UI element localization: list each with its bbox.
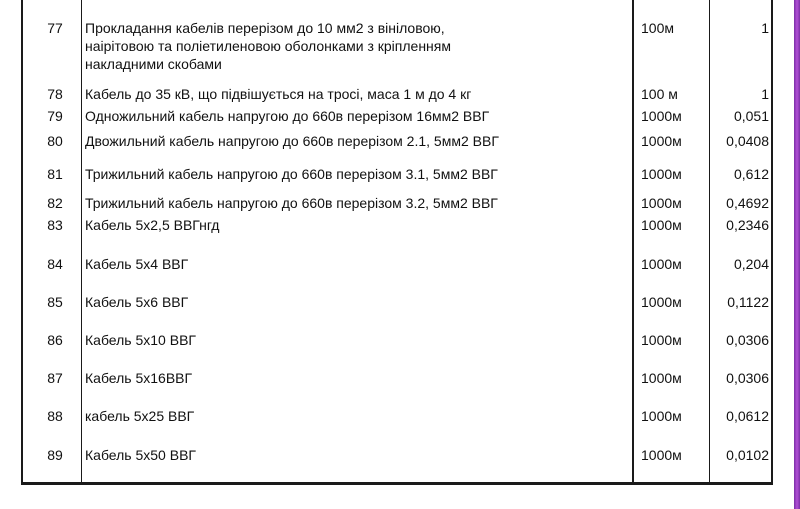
row-quantity: 0,0102	[726, 447, 769, 463]
row-quantity: 1	[761, 86, 769, 102]
row-unit: 1000м	[641, 332, 682, 348]
row-description: Кабель 5х2,5 ВВГнгд	[85, 217, 220, 233]
row-description: Кабель до 35 кВ, що підвішується на тросі, маса 1 м до 4 кг	[85, 86, 472, 102]
row-description: Одножильний кабель напругою до 660в перерізом 16мм2 ВВГ	[85, 108, 490, 124]
row-quantity: 0,0408	[726, 133, 769, 149]
column-divider-number	[81, 0, 82, 482]
row-description: Кабель 5х4 ВВГ	[85, 256, 189, 272]
row-unit: 1000м	[641, 256, 682, 272]
row-description: Кабель 5х10 ВВГ	[85, 332, 196, 348]
row-unit: 1000м	[641, 195, 682, 211]
row-description: кабель 5х25 ВВГ	[85, 408, 195, 424]
row-unit: 1000м	[641, 408, 682, 424]
row-quantity: 0,204	[733, 256, 769, 272]
row-number: 77	[47, 20, 63, 36]
row-unit: 1000м	[641, 133, 682, 149]
row-description: Трижильний кабель напругою до 660в перерізом 3.1, 5мм2 ВВГ	[85, 166, 498, 182]
row-number: 83	[47, 217, 63, 233]
row-quantity: 1	[761, 20, 769, 36]
row-description	[85, 19, 630, 73]
row-unit: 1000м	[641, 370, 682, 386]
row-quantity: 0,0306	[726, 370, 769, 386]
row-quantity: 0,612	[733, 166, 769, 182]
row-description: Кабель 5х50 ВВГ	[85, 447, 196, 463]
row-unit: 100 м	[641, 86, 678, 102]
description-line: накладними скобами	[85, 56, 222, 72]
row-number: 81	[47, 166, 63, 182]
row-number: 86	[47, 332, 63, 348]
row-number: 79	[47, 108, 63, 124]
row-quantity: 0,0612	[726, 408, 769, 424]
column-divider-description	[632, 0, 634, 482]
row-number: 84	[47, 256, 63, 272]
row-unit: 1000м	[641, 447, 682, 463]
row-number: 87	[47, 370, 63, 386]
row-quantity: 0,2346	[726, 217, 769, 233]
row-quantity: 0,4692	[726, 195, 769, 211]
description-line: Прокладання кабелів перерізом до 10 мм2 з вініловою,	[85, 20, 445, 36]
row-number: 89	[47, 447, 63, 463]
row-unit: 100м	[641, 20, 674, 36]
row-unit: 1000м	[641, 217, 682, 233]
row-description: Трижильний кабель напругою до 660в перерізом 3.2, 5мм2 ВВГ	[85, 195, 498, 211]
row-number: 82	[47, 195, 63, 211]
row-unit: 1000м	[641, 108, 682, 124]
row-unit: 1000м	[641, 166, 682, 182]
description-line: наірітовою та поліетиленовою оболонками з кріпленням	[85, 38, 451, 54]
row-description: Кабель 5х6 ВВГ	[85, 294, 189, 310]
row-description: Кабель 5х16ВВГ	[85, 370, 193, 386]
row-number: 88	[47, 408, 63, 424]
row-unit: 1000м	[641, 294, 682, 310]
row-quantity: 0,051	[733, 108, 769, 124]
row-number: 78	[47, 86, 63, 102]
row-description: Двожильний кабель напругою до 660в перерізом 2.1, 5мм2 ВВГ	[85, 133, 499, 149]
specification-table	[21, 0, 773, 485]
row-quantity: 0,1122	[727, 294, 769, 310]
page-edge-band	[794, 0, 800, 509]
row-quantity: 0,0306	[726, 332, 769, 348]
row-number: 85	[47, 294, 63, 310]
row-number: 80	[47, 133, 63, 149]
